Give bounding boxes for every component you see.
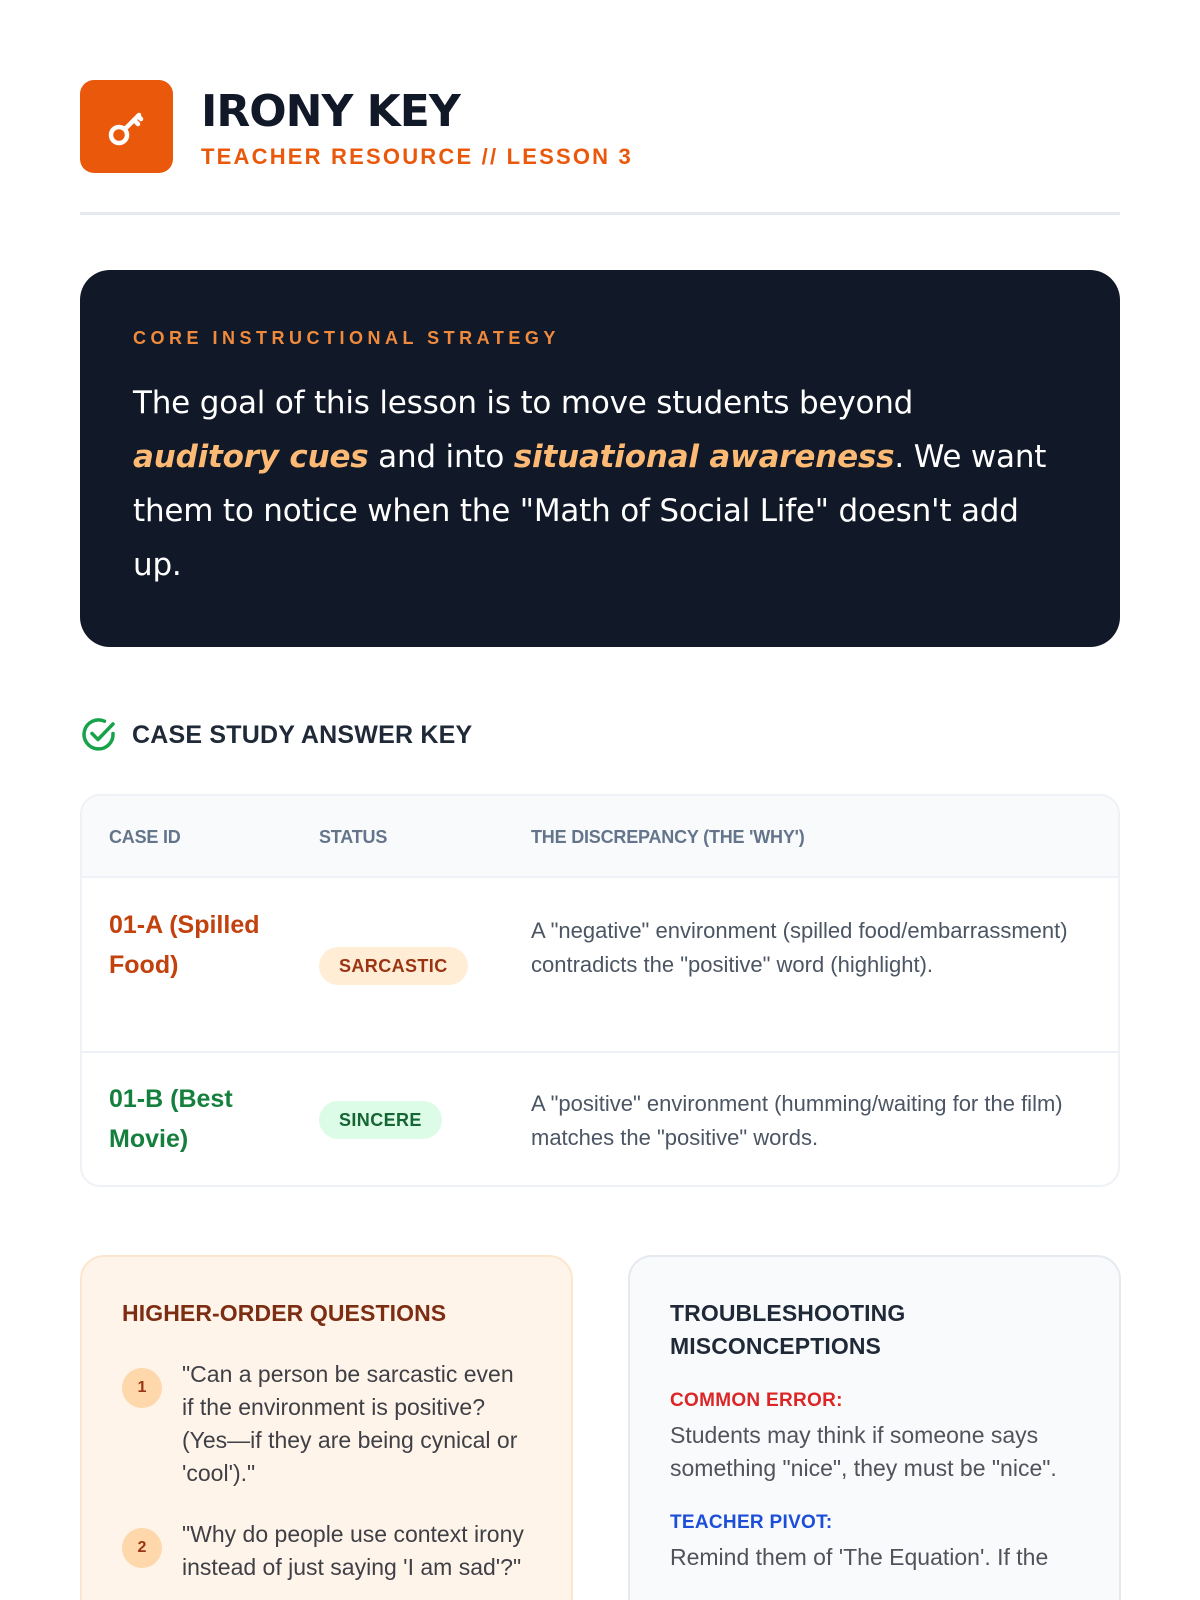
strategy-text	[133, 376, 1067, 592]
common-error-text: Students may think if someone says something "nice", they must be "nice".	[670, 1422, 1057, 1481]
question-item	[122, 1518, 531, 1584]
discrepancy-text: A "positive" environment (humming/waiting for the film) matches the "positive" words.	[531, 1091, 1063, 1150]
question-number: 1	[122, 1368, 162, 1408]
column-header-discrepancy: THE DISCREPANCY (THE 'WHY')	[531, 827, 805, 847]
teacher-pivot-label: TEACHER PIVOT:	[670, 1512, 833, 1533]
strategy-text-part: . We want them to notice when the "Math of Social Life" doesn't add up.	[133, 439, 1047, 583]
status-badge: SINCERE	[319, 1101, 442, 1139]
question-text: "Can a person be sarcastic even if the environment is positive? (Yes—if they are being cynical or 'cool')."	[182, 1361, 518, 1486]
column-header-status: STATUS	[319, 827, 388, 847]
case-id: 01-A (Spilled Food)	[109, 911, 260, 979]
logo	[80, 80, 173, 173]
page-header	[80, 80, 1120, 215]
common-error-label: COMMON ERROR:	[670, 1390, 843, 1411]
case-id: 01-B (Best Movie)	[109, 1085, 233, 1153]
section-title: CASE STUDY ANSWER KEY	[132, 720, 473, 749]
strategy-highlight: auditory cues	[133, 439, 369, 475]
question-number: 2	[122, 1528, 162, 1568]
question-text: "Why do people use context irony instead of just saying 'I am sad'?"	[182, 1521, 524, 1580]
strategy-text-part: and into	[368, 439, 514, 475]
strategy-panel	[80, 270, 1120, 647]
status-badge: SARCASTIC	[319, 947, 468, 985]
troubleshooting-card	[628, 1255, 1121, 1600]
question-item	[122, 1358, 531, 1490]
strategy-text-part: The goal of this lesson is to move students beyond	[133, 385, 914, 421]
teacher-pivot-text: Remind them of 'The Equation'. If the	[670, 1544, 1049, 1570]
column-header-case-id: CASE ID	[109, 827, 181, 847]
strategy-highlight: situational awareness	[513, 439, 895, 475]
table-header	[82, 796, 1118, 878]
troubleshooting-title: TROUBLESHOOTING MISCONCEPTIONS	[670, 1300, 906, 1359]
page-subtitle: TEACHER RESOURCE // LESSON 3	[201, 144, 633, 169]
answer-key-table	[80, 794, 1120, 1187]
discrepancy-text: A "negative" environment (spilled food/embarrassment) contradicts the "positive" word (highlight).	[531, 918, 1068, 977]
table-row	[82, 1053, 1118, 1187]
questions-title: HIGHER-ORDER QUESTIONS	[122, 1300, 447, 1326]
answer-key-heading	[80, 715, 472, 755]
strategy-label: CORE INSTRUCTIONAL STRATEGY	[133, 328, 560, 348]
check-circle-icon	[80, 716, 118, 754]
key-icon	[102, 102, 152, 152]
questions-card	[80, 1255, 573, 1600]
page-title: IRONY KEY	[201, 86, 460, 137]
table-row	[82, 878, 1118, 1053]
